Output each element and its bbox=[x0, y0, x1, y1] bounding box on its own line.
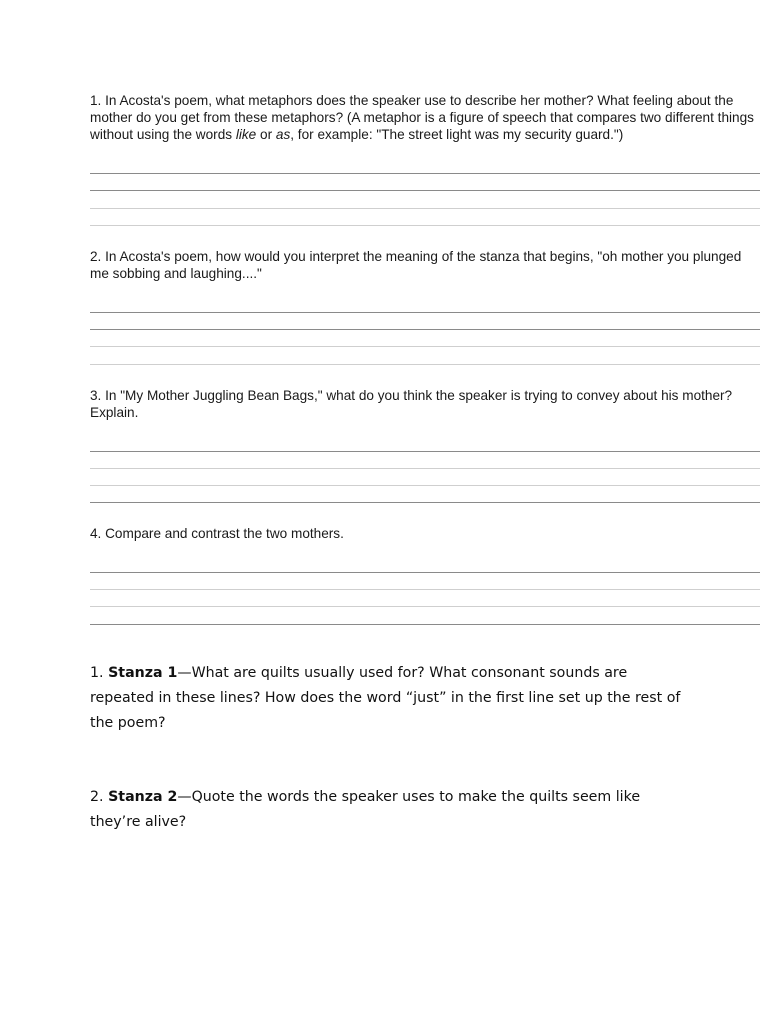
stanza-question-2-number: 2. bbox=[90, 789, 104, 805]
answer-line[interactable] bbox=[90, 468, 760, 469]
answer-line[interactable] bbox=[90, 190, 760, 191]
answer-line[interactable] bbox=[90, 225, 760, 226]
answer-line[interactable] bbox=[90, 485, 760, 486]
question-1-text-end: , for example: "The street light was my security guard.") bbox=[290, 127, 624, 142]
question-1-text: 1. In Acosta's poem, what metaphors does the speaker use to describe her mother? What feeling about the mother do you get from these metaphors? (A metaphor is a figure of speech that compares two different things without using the words bbox=[90, 93, 754, 142]
answer-line[interactable] bbox=[90, 589, 760, 590]
question-2: 2. In Acosta's poem, how would you interpret the meaning of the stanza that begins, "oh mother you plunged me sobbing and laughing...." bbox=[90, 249, 742, 281]
stanza-question-1-number: 1. bbox=[90, 665, 104, 681]
stanza-question-2-label: Stanza 2 bbox=[108, 789, 178, 805]
question-1-emphasis-as: as bbox=[275, 127, 291, 142]
answer-line[interactable] bbox=[90, 312, 760, 313]
answer-line[interactable] bbox=[90, 451, 760, 452]
answer-line[interactable] bbox=[90, 208, 760, 209]
answer-line[interactable] bbox=[90, 329, 760, 330]
answer-line[interactable] bbox=[90, 606, 760, 607]
stanza-question-1 bbox=[90, 661, 690, 736]
answer-line[interactable] bbox=[90, 502, 760, 503]
answer-line[interactable] bbox=[90, 346, 760, 347]
question-1-text-or: or bbox=[256, 127, 276, 142]
answer-line[interactable] bbox=[90, 572, 760, 573]
question-1 bbox=[90, 92, 760, 143]
answer-line[interactable] bbox=[90, 364, 760, 365]
question-3: 3. In "My Mother Juggling Bean Bags," what do you think the speaker is trying to convey about his mother? Explain. bbox=[90, 388, 733, 420]
answer-line[interactable] bbox=[90, 173, 760, 174]
stanza-question-1-text: —What are quilts usually used for? What consonant sounds are repeated in these lines? How does the word “just” in the first line set up the rest of the poem? bbox=[90, 665, 681, 731]
stanza-question-1-label: Stanza 1 bbox=[108, 665, 178, 681]
question-4: 4. Compare and contrast the two mothers. bbox=[90, 526, 344, 541]
answer-line[interactable] bbox=[90, 624, 760, 625]
stanza-question-2 bbox=[90, 785, 690, 835]
stanza-question-2-text: —Quote the words the speaker uses to make the quilts seem like they’re alive? bbox=[90, 789, 641, 830]
question-1-emphasis-like: like bbox=[235, 127, 257, 142]
